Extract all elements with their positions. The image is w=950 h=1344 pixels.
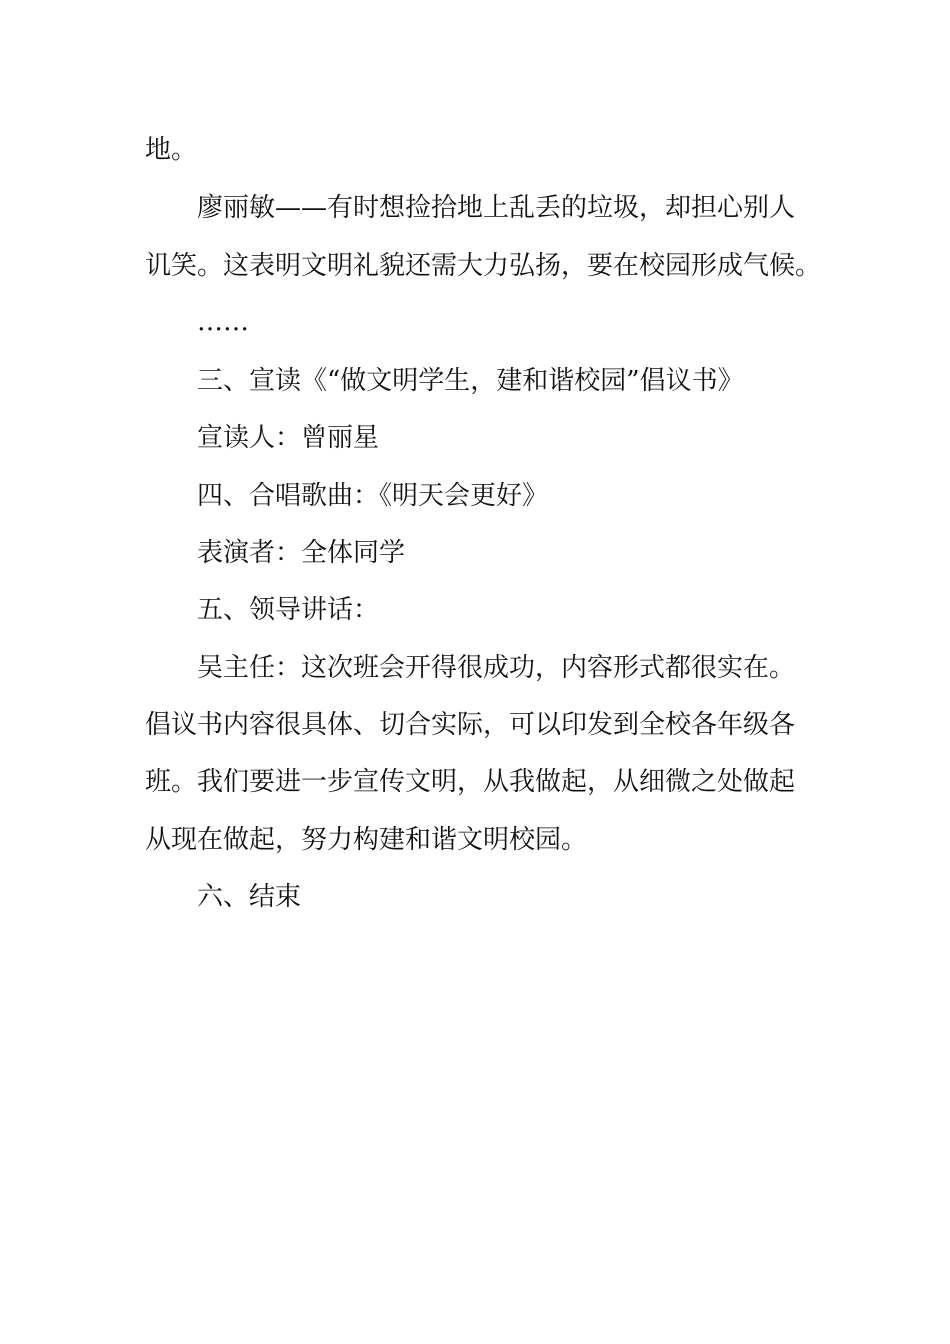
section-heading: 五、领导讲话： <box>197 595 380 625</box>
text-line: 班。我们要进一步宣传文明，从我做起，从细微之处做起 <box>145 767 796 797</box>
section-heading: 四、合唱歌曲：《明天会更好》 <box>197 481 549 511</box>
section-heading: 三、宣读《“做文明学生，建和谐校园”倡议书》 <box>197 366 744 396</box>
text-line: 表演者：全体同学 <box>197 538 406 568</box>
text-line: 宣读人：曾丽星 <box>197 423 380 453</box>
text-line: 倡议书内容很具体、切合实际，可以印发到全校各年级各 <box>145 710 796 740</box>
text-line: 吴主任：这次班会开得很成功，内容形式都很实在。 <box>197 653 796 683</box>
text-line: 讥笑。这表明文明礼貌还需大力弘扬，要在校园形成气候。 <box>145 251 822 281</box>
text-line: 廖丽敏——有时想捡拾地上乱丢的垃圾，却担心别人 <box>197 193 796 223</box>
text-line: …… <box>197 307 249 337</box>
text-line: 地。 <box>145 135 198 165</box>
text-line: 从现在做起，努力构建和谐文明校园。 <box>145 825 588 855</box>
section-heading: 六、结束 <box>197 882 302 912</box>
